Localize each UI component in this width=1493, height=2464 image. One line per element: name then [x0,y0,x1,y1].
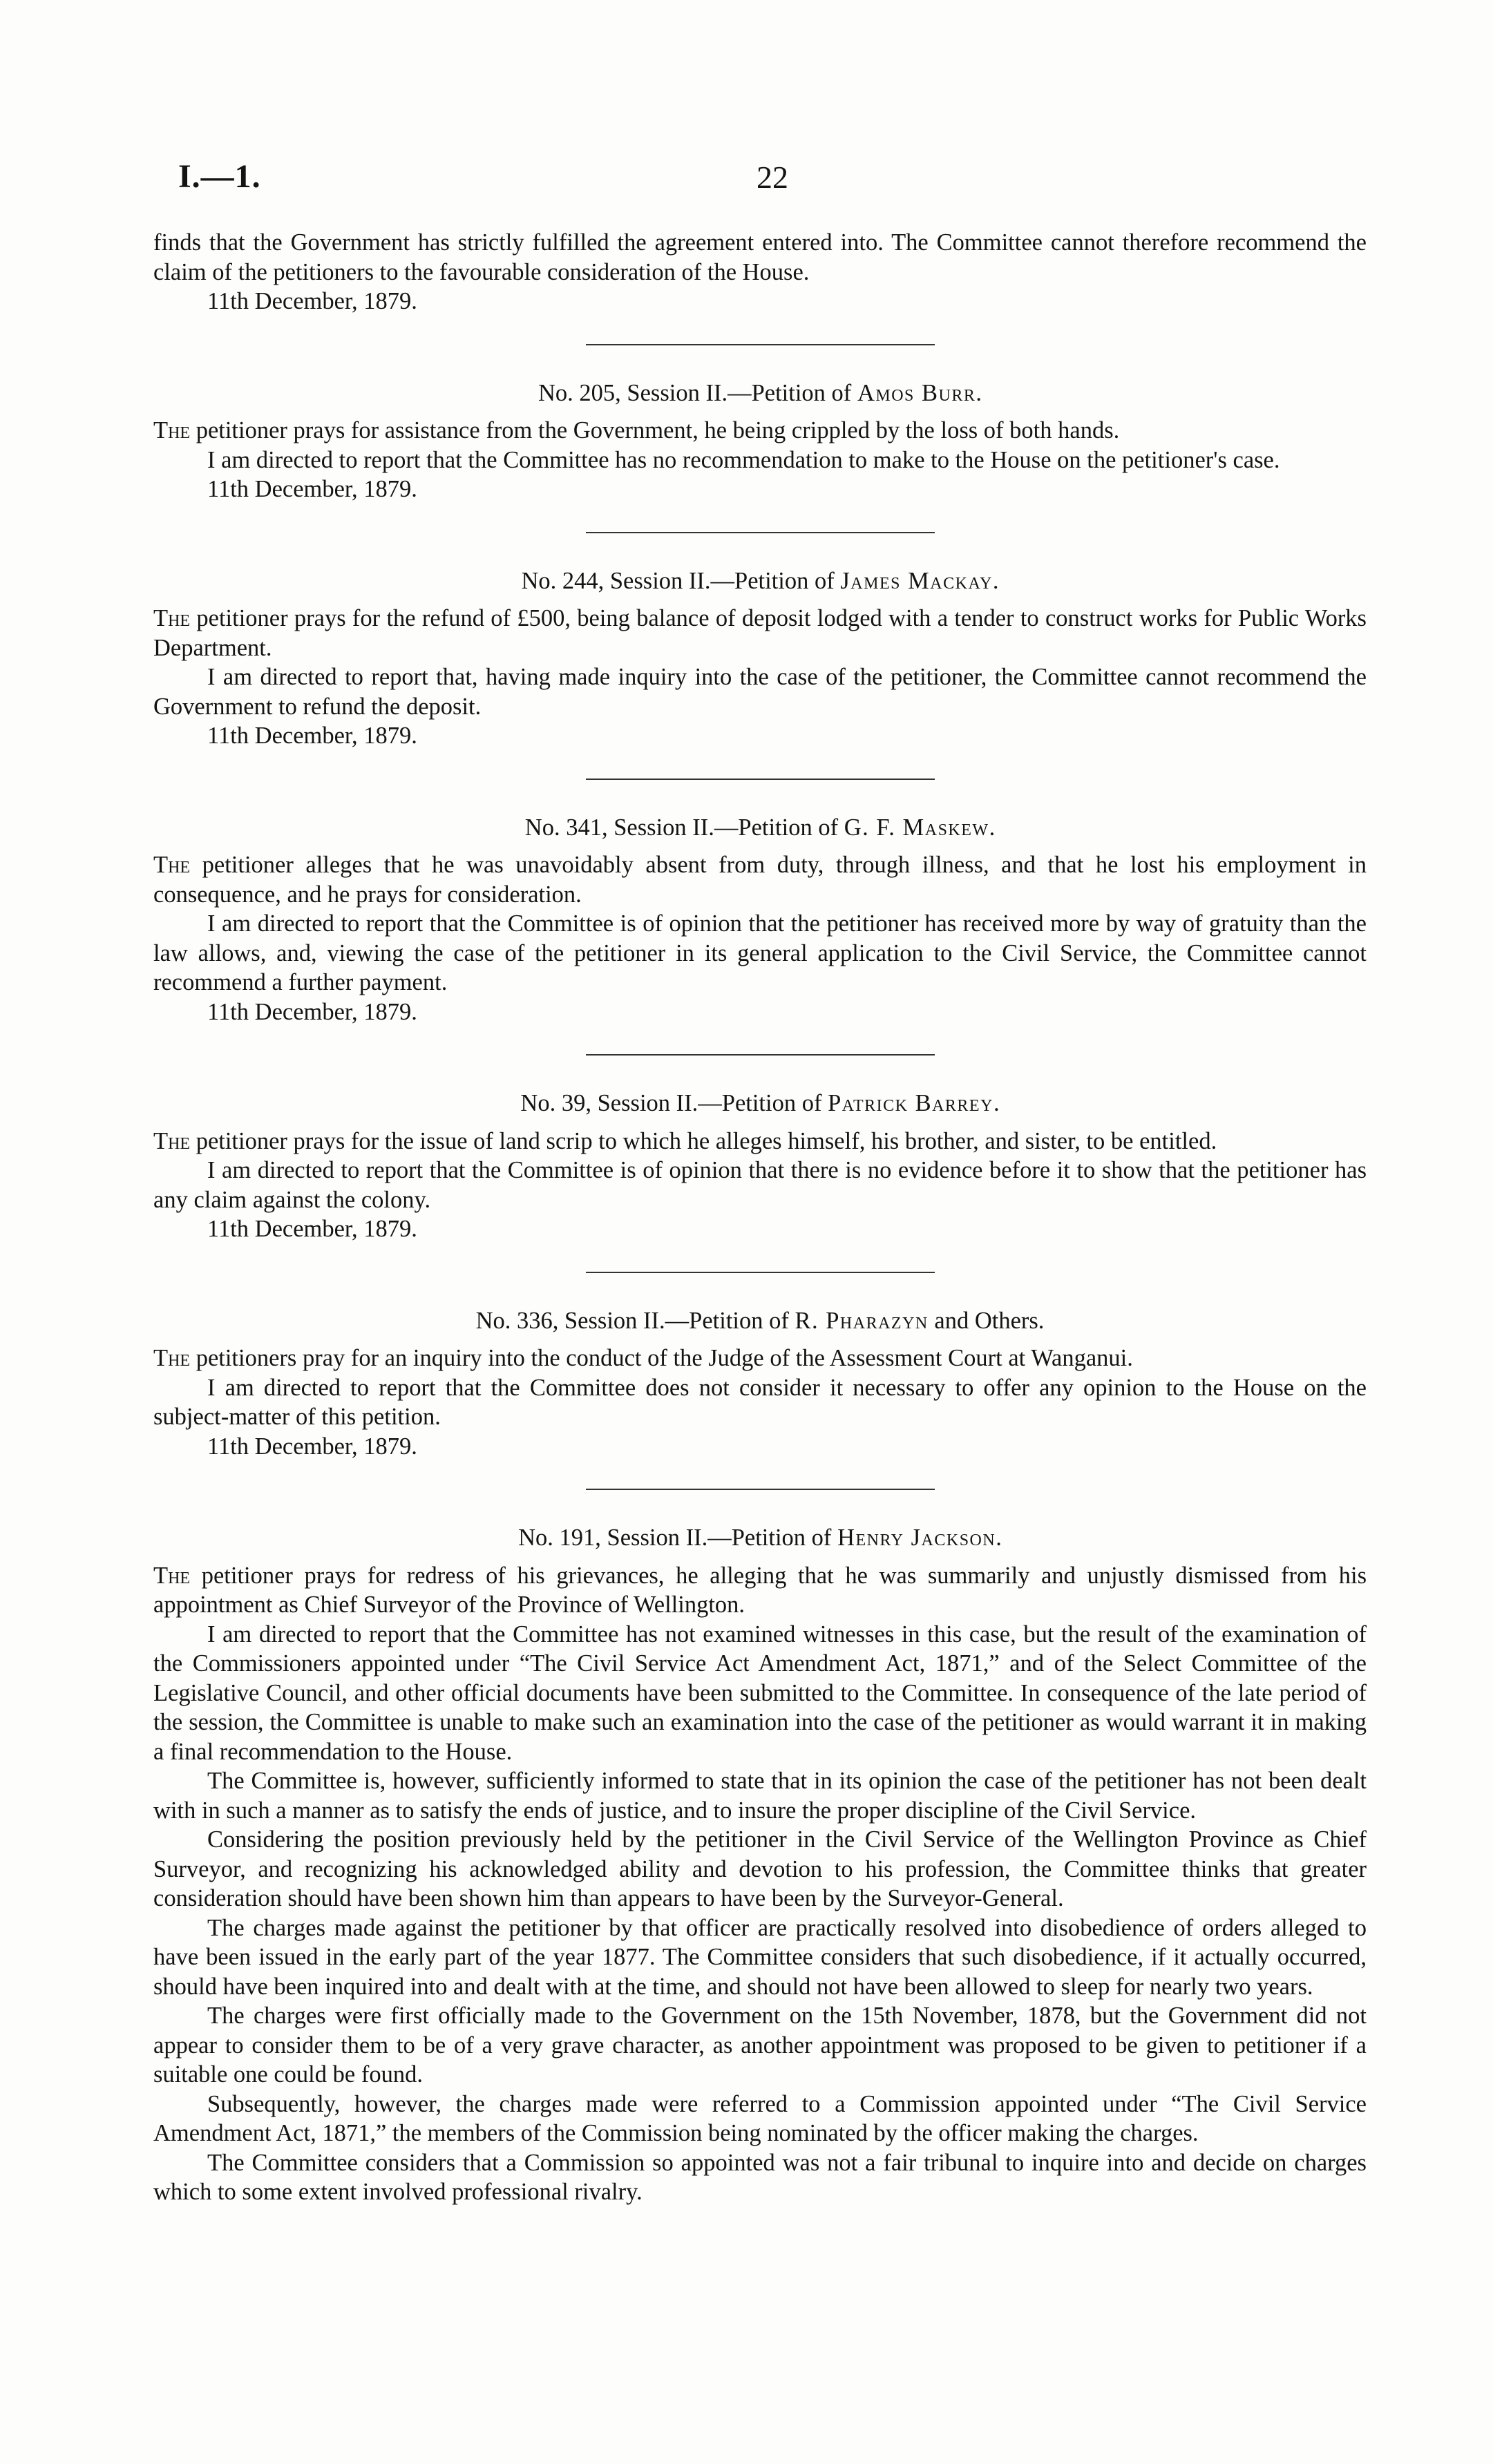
section-divider [586,1054,935,1056]
opening-word: The [153,1345,191,1371]
intro-date: 11th December, 1879. [207,288,417,314]
committee-report: I am directed to report that the Committee has not examined witnesses in this case, but the result of the examination of the Commissioners appointed under “The Civil Service Act Amendment Act, 1871,” and of the Select Committee of the Legislative Council, and other official documents have been submitted to the Committee. In consequence of the late period of the session, the Committee is unable to make such an examination into the case of the petitioner as would warrant it in making a final recommendation to the House. [153,1621,1367,1765]
petition-summary [153,416,1367,446]
opening-word: The [153,1127,191,1154]
petition-summary [153,1344,1367,1373]
page-reference: I.—1. [178,158,261,195]
petition-section [153,1272,1367,1462]
opening-word: The [153,852,191,878]
committee-report: I am directed to report that the Committee has no recommendation to make to the House on the petitioner's case. [207,446,1280,473]
heading-suffix: . [992,567,999,594]
heading-suffix: . [993,1090,1000,1116]
committee-report: I am directed to report that, having made inquiry into the case of the petitioner, the Committee cannot recommend the Government to refund the deposit. [153,664,1367,720]
report-date: 11th December, 1879. [207,1433,417,1460]
petition-number: No. 39, Session II.—Petition of [520,1090,828,1116]
intro-section [153,228,1367,316]
petition-summary [153,1561,1367,1620]
section-divider [586,532,935,533]
report-date: 11th December, 1879. [207,998,417,1025]
petition-section [153,779,1367,1027]
committee-report: The charges made against the petitioner by that officer are practically resolved into disobedience of orders alleged to have been issued in the early part of the year 1877. The Committee considers that such disobedience, if it actually occurred, should have been inquired into and dealt with at the time, and should not have been allowed to sleep for nearly two years. [153,1914,1367,2000]
opening-word: The [153,417,191,443]
petition-summary [153,604,1367,662]
petition-number: No. 205, Session II.—Petition of [538,379,857,406]
petition-section [153,1489,1367,2207]
petition-number: No. 191, Session II.—Petition of [518,1525,838,1551]
opening-word: The [153,1562,191,1589]
report-date: 11th December, 1879. [207,476,417,502]
committee-report: I am directed to report that the Committee is of opinion that there is no evidence before it to show that the petitioner has any claim against the colony. [153,1157,1367,1213]
petition-section [153,344,1367,504]
heading-suffix: . [989,814,996,841]
petition-section [153,532,1367,751]
committee-report: The charges were first officially made to the Government on the 15th November, 1878, but the Government did not appear to consider them to be of a very grave character, as another appointment was proposed to be given to petitioner if a suitable one could be found. [153,2003,1367,2088]
running-header [178,157,1367,206]
report-date: 11th December, 1879. [207,723,417,749]
section-divider [586,1272,935,1273]
petition-heading [153,566,1367,596]
page-number: 22 [757,160,788,195]
section-divider [586,1489,935,1490]
committee-report: I am directed to report that the Committee does not consider it necessary to offer any opinion to the House on the subject-matter of this petition. [153,1374,1367,1430]
petition-heading [153,813,1367,843]
document-body [153,228,1367,2207]
petition-heading [153,1089,1367,1118]
petition-heading [153,1306,1367,1336]
intro-paragraph: finds that the Government has strictly fulfilled the agreement entered into. The Committee cannot therefore recommend the claim of the petitioners to the favourable consideration of the House. [153,229,1367,285]
petitioner-name: James Mackay [840,567,993,594]
committee-report: Subsequently, however, the charges made were referred to a Commission appointed under “The Civil Service Amendment Act, 1871,” the members of the Commission being nominated by the officer making the charges. [153,2090,1367,2146]
heading-suffix: . [976,379,982,406]
petition-summary [153,850,1367,909]
petitioner-name: R. Pharazyn [795,1307,929,1334]
petition-section [153,1054,1367,1244]
petition-summary-text: petitioner prays for assistance from the Government, he being crippled by the loss of both hands. [190,417,1120,443]
petition-summary-text: petitioner prays for redress of his grievances, he alleging that he was summarily and unjustly dismissed from his appointment as Chief Surveyor of the Province of Wellington. [153,1562,1367,1618]
petition-summary [153,1127,1367,1156]
heading-suffix: and Others. [928,1307,1045,1334]
petitioner-name: Patrick Barrey [828,1090,993,1116]
petition-number: No. 341, Session II.—Petition of [524,814,844,841]
report-date: 11th December, 1879. [207,1216,417,1242]
petition-summary-text: petitioner prays for the issue of land scrip to which he alleges himself, his brother, and sister, to be entitled. [190,1127,1217,1154]
section-divider [586,344,935,345]
heading-suffix: . [996,1525,1002,1551]
petition-number: No. 244, Session II.—Petition of [521,567,841,594]
section-divider [586,779,935,780]
petition-number: No. 336, Session II.—Petition of [475,1307,795,1334]
committee-report: The Committee is, however, sufficiently informed to state that in its opinion the case of the petitioner has not been dealt with in such a manner as to satisfy the ends of justice, and to insure the proper discipline of the Civil Service. [153,1768,1367,1824]
petitioner-name: Amos Burr [857,379,976,406]
petitioner-name: G. F. Maskew [844,814,989,841]
petition-heading [153,379,1367,408]
petition-summary-text: petitioners pray for an inquiry into the conduct of the Judge of the Assessment Court at Wanganui. [190,1345,1133,1371]
committee-report: I am directed to report that the Committee is of opinion that the petitioner has received more by way of gratuity than the law allows, and, viewing the case of the petitioner in its general application to the Civil Service, the Committee cannot recommend a further payment. [153,910,1367,995]
petitioner-name: Henry Jackson [837,1525,996,1551]
petition-summary-text: petitioner alleges that he was unavoidably absent from duty, through illness, and that he lost his employment in consequence, and he prays for consideration. [153,852,1367,908]
petition-summary-text: petitioner prays for the refund of £500, being balance of deposit lodged with a tender to construct works for Public Works Department. [153,605,1367,661]
committee-report: The Committee considers that a Commission so appointed was not a fair tribunal to inquire into and decide on charges which to some extent involved professional rivalry. [153,2149,1367,2205]
petition-heading [153,1523,1367,1553]
opening-word: The [153,605,191,631]
committee-report: Considering the position previously held by the petitioner in the Civil Service of the Wellington Province as Chief Surveyor, and recognizing his acknowledged ability and devotion to his profession, the Committee thinks that greater consideration should have been shown him than appears to have been by the Surveyor-General. [153,1826,1367,1911]
